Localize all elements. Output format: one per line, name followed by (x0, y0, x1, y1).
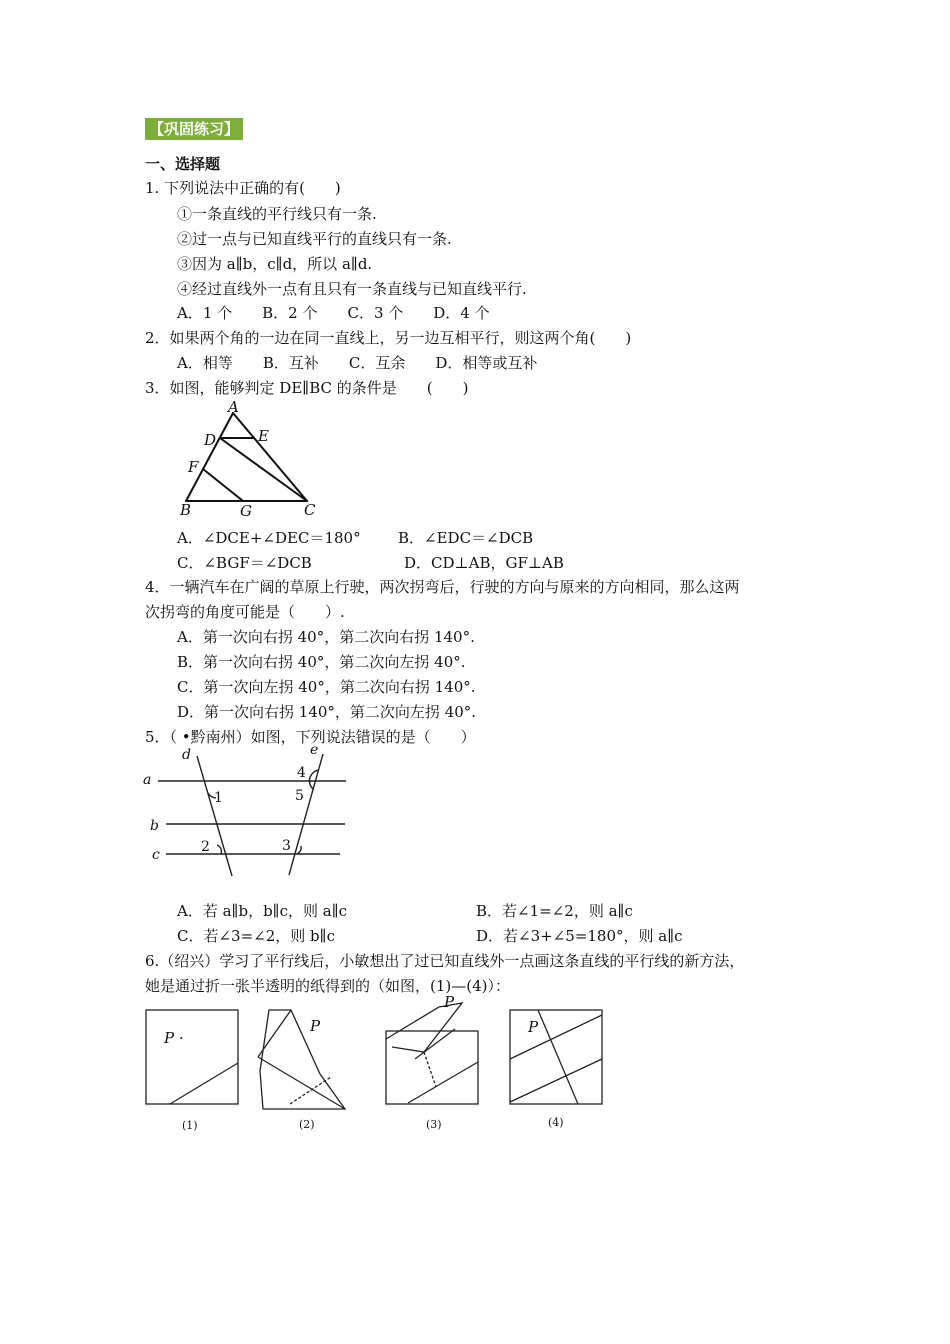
q3-triangle-figure (170, 398, 330, 520)
q6-folding-figures (140, 995, 610, 1135)
fold-4-point-label: P (528, 1018, 539, 1036)
q2-stem: 2．如果两个角的一边在同一直线上，另一边互相平行，则这两个角( ) (145, 329, 632, 347)
label-C: C (304, 501, 316, 519)
label-F: F (188, 458, 199, 476)
q3-option-b: B．∠EDC＝∠DCB (398, 529, 534, 547)
q3-stem: 3．如图，能够判定 DE∥BC 的条件是 ( ) (145, 379, 469, 397)
angle-label-2: 2 (201, 839, 210, 855)
line-label-b: b (150, 818, 159, 834)
label-E: E (258, 427, 269, 445)
angle-label-1: 1 (214, 790, 223, 806)
fold-caption-3: (3) (426, 1118, 442, 1131)
q3-option-a: A．∠DCE+∠DEC＝180° (177, 529, 361, 547)
q4-option-c: C．第一次向左拐 40°，第二次向右拐 140°. (177, 678, 476, 696)
label-G: G (240, 502, 252, 520)
q1-statement-2: ②过一点与已知直线平行的直线只有一条. (177, 230, 452, 248)
q4-stem-line-2: 次拐弯的角度可能是（ ）. (145, 603, 345, 621)
fold-caption-1: (1) (182, 1119, 198, 1132)
q6-stem-line-1: 6.（绍兴）学习了平行线后，小敏想出了过已知直线外一点画这条直线的平行线的新方法， (145, 952, 745, 970)
q6-stem-line-2: 她是通过折一张半透明的纸得到的（如图，(1)—(4)）： (145, 977, 510, 995)
label-B: B (180, 501, 192, 519)
q1-statement-1: ①一条直线的平行线只有一条. (177, 205, 377, 223)
fold-2-point-label: P (310, 1017, 321, 1035)
label-D: D (204, 431, 217, 449)
q5-option-c: C．若∠3=∠2，则 b∥c (177, 927, 335, 945)
line-label-e: e (310, 742, 319, 758)
q1-stem: 1. 下列说法中正确的有( ) (145, 179, 341, 197)
fold-3-point-label: P (444, 993, 455, 1011)
q5-option-d: D．若∠3+∠5=180°，则 a∥c (476, 927, 683, 945)
part-heading: 一、选择题 (145, 155, 221, 173)
fold-1-point-label: P · (164, 1029, 184, 1047)
q4-option-d: D．第一次向右拐 140°，第二次向左拐 40°. (177, 703, 477, 721)
q4-option-a: A．第一次向右拐 40°，第二次向右拐 140°. (177, 628, 475, 646)
label-A: A (228, 398, 239, 416)
q3-option-c: C．∠BGF＝∠DCB (177, 554, 312, 572)
angle-label-5: 5 (295, 788, 304, 804)
q5-stem: 5．（ •黔南州）如图，下列说法错误的是（ ） (145, 728, 476, 746)
angle-label-4: 4 (297, 765, 306, 781)
q1-statement-4: ④经过直线外一点有且只有一条直线与已知直线平行. (177, 280, 527, 298)
line-label-a: a (143, 772, 152, 788)
q1-options: A．1 个 B．2 个 C．3 个 D．4 个 (177, 304, 490, 322)
line-label-d: d (182, 747, 191, 763)
q3-option-d: D．CD⊥AB，GF⊥AB (404, 554, 564, 572)
section-badge: 【巩固练习】 (145, 118, 243, 140)
q5-option-b: B．若∠1=∠2，则 a∥c (476, 902, 633, 920)
line-label-c: c (152, 847, 160, 863)
q4-option-b: B．第一次向右拐 40°，第二次向左拐 40°. (177, 653, 466, 671)
q2-options: A．相等 B．互补 C．互余 D．相等或互补 (177, 354, 538, 372)
angle-label-3: 3 (282, 838, 291, 854)
fold-caption-2: (2) (299, 1118, 315, 1131)
q5-option-a: A．若 a∥b，b∥c，则 a∥c (177, 902, 348, 920)
q5-parallel-lines-figure (140, 742, 355, 882)
fold-caption-4: (4) (548, 1116, 564, 1129)
q1-statement-3: ③因为 a∥b，c∥d，所以 a∥d. (177, 255, 373, 273)
q4-stem-line-1: 4．一辆汽车在广阔的草原上行驶，两次拐弯后，行驶的方向与原来的方向相同，那么这两 (145, 578, 740, 596)
